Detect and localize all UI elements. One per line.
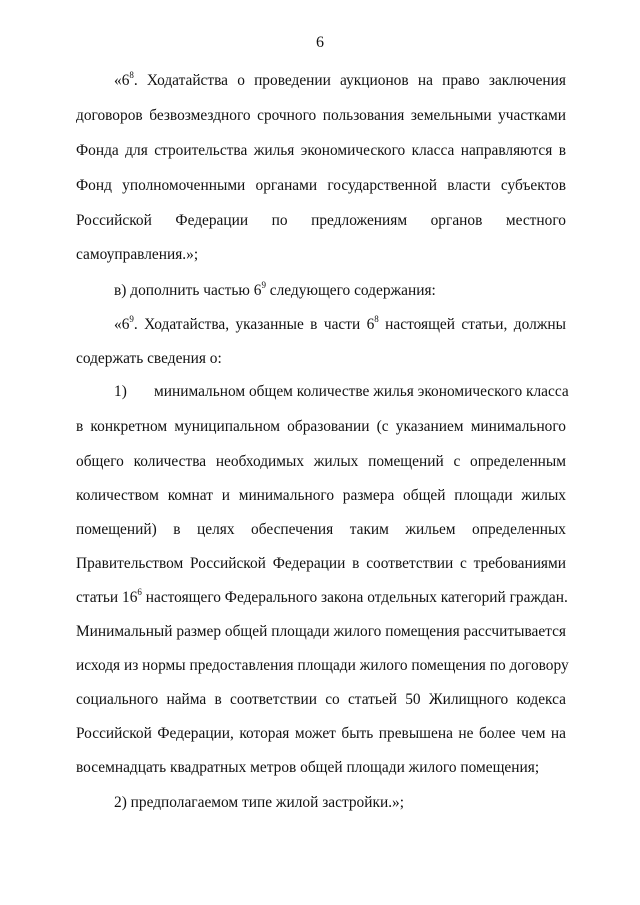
para-6-9-line-1: «$6^9$. Ходатайства, указанные в части $6^8$ настоящей статьи, должны: [114, 313, 566, 333]
word: предложениям: [311, 212, 408, 229]
superscript: 8: [374, 313, 379, 324]
word: Российской: [76, 212, 152, 229]
item-1-line-4: количеством комнат и минимального размера общей площади жилых: [76, 487, 566, 504]
para-6-9-line-2: содержать сведения о:: [76, 350, 222, 367]
item-1-marker: 1): [114, 383, 127, 400]
para-6-8-line-3: Фонда для строительства жилья экономического класса направляются в: [76, 142, 566, 159]
item-1-line-8: Минимальный размер общей площади жилого помещения рассчитывается: [76, 623, 566, 640]
item-1-line-10: социального найма в соответствии со статьей 50 Жилищного кодекса: [76, 691, 566, 708]
word: местного: [505, 212, 566, 229]
item-1-line-1: минимальном общем количестве жилья экономического класса: [154, 383, 569, 400]
word: органов: [430, 212, 483, 229]
para-6-8-line-6: самоуправления.»;: [76, 246, 199, 263]
word: по: [271, 212, 288, 229]
page-number: 6: [316, 34, 324, 51]
item-1-line-7: статьи $16^6$ настоящего Федерального закона отдельных категорий граждан.: [76, 586, 568, 606]
item-1-line-11: Российской Федерации, которая может быть превышена не более чем на: [76, 725, 566, 742]
item-1-line-5: помещений) в целях обеспечения таким жильем определенных: [76, 521, 566, 538]
superscript: 8: [129, 69, 134, 80]
para-6-8-line-4: Фонд уполномоченными органами государственной власти субъектов: [76, 177, 566, 194]
item-1-line-6: Правительством Российской Федерации в соответствии с требованиями: [76, 555, 566, 572]
superscript: 9: [261, 279, 266, 290]
item-2-line: 2) предполагаемом типе жилой застройки.»;: [114, 794, 405, 811]
item-1-line-12: восемнадцать квадратных метров общей площади жилого помещения;: [76, 759, 540, 776]
superscript: 6: [137, 586, 142, 597]
item-1-line-9: исходя из нормы предоставления площади жилого помещения по договору: [76, 657, 569, 674]
para-6-8-line-1: «$6^8$. Ходатайства о проведении аукционов на право заключения: [114, 69, 566, 89]
item-1-line-3: общего количества необходимых жилых помещений с определенным: [76, 453, 566, 470]
word: Федерации: [175, 212, 249, 229]
item-1-line-2: в конкретном муниципальном образовании (с указанием минимального: [76, 418, 566, 435]
para-6-8-line-5: [76, 211, 566, 231]
para-v-line: в) дополнить частью $6^9$ следующего содержания:: [114, 279, 436, 299]
para-6-8-line-2: договоров безвозмездного срочного пользования земельными участками: [76, 107, 566, 124]
superscript: 9: [129, 313, 134, 324]
